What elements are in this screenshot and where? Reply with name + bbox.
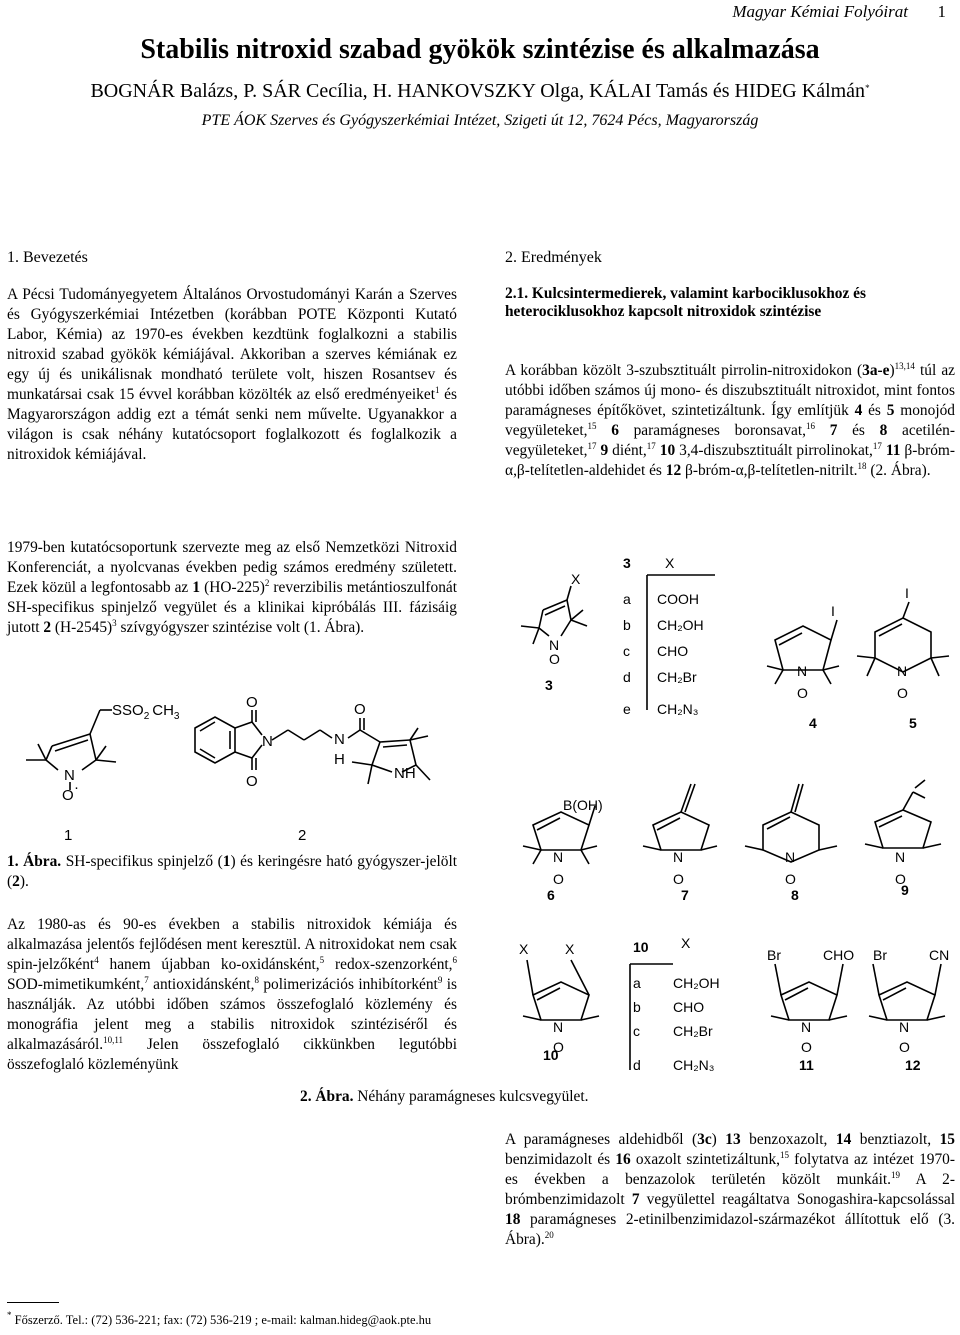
svg-text:N: N: [895, 849, 906, 865]
compound-1-label: 1: [64, 827, 73, 844]
svg-text:CH₂OH: CH₂OH: [657, 617, 704, 633]
svg-text:O: O: [549, 651, 560, 667]
paper-title: Stabilis nitroxid szabad gyökök szintézise és alkalmazása: [140, 34, 820, 65]
svg-text:O: O: [801, 1039, 812, 1055]
author-list: [0, 80, 960, 103]
figure-2-caption: 2. Ábra. Néhány paramágneses kulcsvegyület.: [300, 1088, 589, 1105]
svg-text:CH₂OH: CH₂OH: [673, 975, 720, 991]
svg-text:SSO2CH3: $SSO_2$ $CH_3$: [112, 702, 180, 722]
authors-text: BOGNÁR Balázs, P. SÁR Cecília, H. HANKOVSZKY Olga, KÁLAI Tamás és HIDEG Kálmán: [90, 80, 866, 102]
svg-text:N: N: [801, 1019, 812, 1035]
svg-text:O: O: [895, 871, 906, 887]
svg-text:b: b: [633, 999, 641, 1015]
footnote: * Főszerző. Tel.: (72) 536-221; fax: (72) 536-219 ; e-mail: kalman.hideg@aok.pte.hu: [7, 1310, 432, 1327]
intro-paragraph-1: A Pécsi Tudományegyetem Általános Orvostudományi Karán a Szerves és Gyógyszerkémiai Intézetben (korábban POTE Központi Kutató Labor, Kémia) az 1970-es években kezdtünk foglalkozni a stabilis nitroxid szabad gyökök kémiájával. Akkoriban a szerves kémiának ez egy új és unikálisnak mondható területe volt, hiszen Rosantsev és munkatársai csak 15 évvel korábban közölték az első eredményeiket$^1$ és Magyarországon addig ezt a témát senki nem művelte. Ugyanakkor a világon is csak néhány kutatócsoport foglalkozott és foglalkozik a nitroxidok kémiájával.: [7, 286, 457, 463]
svg-text:I: I: [831, 603, 835, 619]
svg-text:N: N: [797, 663, 808, 679]
svg-text:CH₂N₃: CH₂N₃: [673, 1057, 715, 1073]
compound-4-label: 4: [809, 715, 817, 731]
svg-text:O: O: [62, 787, 74, 804]
journal-name: Magyar Kémiai Folyóirat: [732, 2, 908, 21]
results-paragraph-2: A paramágneses aldehidből (3c) 13 benzoxazolt, 14 benztiazolt, 15 benzimidazolt és 16 oxazolt szintetizáltunk,$^{15}$ folytatva az intézet 1970-es években a benzazolok területén közölt munkáit.$^{19}$ A 2-brómbenzimidazolt 7 vegyülettel reagáltatva Sonogashira-kapcsolással 18 paramágneses 2-etinilbenzimidazol-származékot állítottuk elő (3. Ábra).$^{20}$: [505, 1131, 955, 1248]
svg-text:N: N: [549, 637, 560, 653]
author-mark: *: [865, 83, 870, 93]
results-paragraph-1: A korábban közölt 3-szubsztituált pirrolin-nitroxidokon $(3a-e)^{13,14}$ túl az utóbbi időben számos új mono- és diszubsztituált nitroxidot, mint fontos paramágneses építőkövet, szintetizáltunk. Így említjük 4 és 5 monojód vegyületeket,$^{15}$ 6 paramágneses boronsavat,$^{16}$ 7 és 8 acetilén-vegyületeket,$^{17}$ 9 diént,$^{17}$ 10 3,4-diszubsztituált pirrolinokat,$^{17}$ 11 β-bróm-α,β-telítetlen-aldehidet és 12 β-bróm-α,β-telítetlen-nitrilt.$^{18}$ (2. Ábra).: [505, 361, 955, 479]
compound-10-label: 10: [543, 1047, 559, 1063]
footnote-rule: [7, 1302, 59, 1303]
svg-text:CH₂Br: CH₂Br: [657, 669, 697, 685]
svg-text:e: e: [623, 701, 631, 717]
svg-text:c: c: [623, 643, 630, 659]
compound-3-label: 3: [545, 677, 553, 693]
svg-text:X: X: [681, 935, 691, 951]
svg-text:N: N: [673, 849, 684, 865]
svg-text:O: O: [553, 871, 564, 887]
svg-text:N: N: [899, 1019, 910, 1035]
svg-text:N: N: [64, 767, 75, 784]
svg-text:O: O: [797, 685, 808, 701]
svg-text:O: O: [785, 871, 796, 887]
svg-text:a: a: [623, 591, 631, 607]
figure-1-caption: 1. Ábra. SH-specifikus spinjelző (1) és keringésre ható gyógyszer-jelölt (2).: [7, 853, 457, 890]
svg-text:10: 10: [633, 939, 649, 955]
svg-text:X: X: [519, 941, 529, 957]
svg-text:3: 3: [623, 555, 631, 571]
svg-text:CH₂N₃: CH₂N₃: [657, 701, 699, 717]
svg-text:COOH: COOH: [657, 591, 699, 607]
svg-text:N: N: [785, 849, 796, 865]
svg-text:I: I: [905, 585, 909, 601]
intro-paragraph-3: Az 1980-as és 90-es években a stabilis nitroxidok kémiája és alkalmazása jelentős fejlődésen ment keresztül. A nitroxidokat nem csak spin-jelzőként$^4$ hanem újabban ko-oxidánsként,$^5$ redox-szenzorként,$^6$ SOD-mimetikumként,$^7$ antioxidánsként,$^8$ polimerizációs inhibítorként$^9$ is használják. Az utóbbi időben számos összefoglaló közlemény és monográfia jelent meg a stabilis nitroxidok szintéziséről és alkalmazásáról.$^{10,11}$ Jelen összefoglaló cikkünkben legutóbbi összefoglaló közleményünk: [7, 916, 458, 1073]
compound-5-label: 5: [909, 715, 917, 731]
svg-text:Br: Br: [767, 947, 781, 963]
svg-text:CHO: CHO: [673, 999, 705, 1015]
svg-text:N: N: [334, 731, 345, 748]
section-heading-intro: 1. Bevezetés: [7, 249, 88, 266]
svg-text:CHO: CHO: [657, 643, 689, 659]
compound-12-label: 12: [905, 1057, 921, 1073]
section-heading-results: 2. Eredmények: [505, 249, 602, 266]
svg-text:CHO: CHO: [823, 947, 855, 963]
figure-1-structures: [0, 690, 470, 850]
svg-text:c: c: [633, 1023, 640, 1039]
svg-text:NH: NH: [394, 765, 416, 782]
svg-text:O: O: [246, 773, 258, 790]
page-number: 1: [937, 2, 946, 21]
svg-text:N: N: [553, 1019, 564, 1035]
svg-text:N: N: [262, 733, 273, 750]
svg-text:X: X: [571, 571, 581, 587]
svg-text:O: O: [673, 871, 684, 887]
svg-text:X: X: [565, 941, 575, 957]
svg-text:N: N: [553, 849, 564, 865]
svg-text:N: N: [897, 663, 908, 679]
subsection-heading: 2.1. Kulcsintermedierek, valamint karbociklusokhoz és heterociklusokhoz kapcsolt nitroxidok szintézise: [505, 285, 866, 320]
svg-text:O: O: [246, 694, 258, 711]
svg-text:CH₂Br: CH₂Br: [673, 1023, 713, 1039]
figure-2-structures: [505, 540, 960, 1090]
svg-text:d: d: [623, 669, 631, 685]
svg-text:b: b: [623, 617, 631, 633]
svg-text:O: O: [354, 701, 366, 718]
svg-text:B(OH): B(OH): [563, 797, 603, 813]
svg-text:H: H: [334, 751, 345, 768]
compound-11-label: 11: [799, 1057, 814, 1073]
svg-text:X: X: [665, 555, 675, 571]
intro-paragraph-2: 1979-ben kutatócsoportunk szervezte meg az első Nemzetközi Nitroxid Konferenciát, a nyolcvanas években pedig számos eredmény született. Ezek közül a legfontosabb az 1 $(HO-225)^2$ reverzibilis metántioszulfonát SH-specifikus spinjelző vegyület és a klinikai kipróbálás III. fázisáig jutott 2 $(H-2545)^3$ szívgyógyszer szintézise volt (1. Ábra).: [7, 539, 457, 636]
compound-6-label: 6: [547, 887, 555, 903]
svg-text:O: O: [899, 1039, 910, 1055]
compound-2-label: 2: [298, 827, 307, 844]
svg-text:d: d: [633, 1057, 641, 1073]
compound-7-label: 7: [681, 887, 689, 903]
affiliation: PTE ÁOK Szerves és Gyógyszerkémiai Intézet, Szigeti út 12, 7624 Pécs, Magyarország: [201, 112, 759, 129]
svg-text:a: a: [633, 975, 641, 991]
svg-text:·: ·: [74, 779, 79, 796]
svg-text:CN: CN: [929, 947, 950, 963]
svg-text:O: O: [553, 1039, 564, 1055]
svg-text:Br: Br: [873, 947, 887, 963]
compound-9-label: 9: [901, 882, 909, 898]
compound-8-label: 8: [791, 887, 799, 903]
svg-text:O: O: [897, 685, 908, 701]
